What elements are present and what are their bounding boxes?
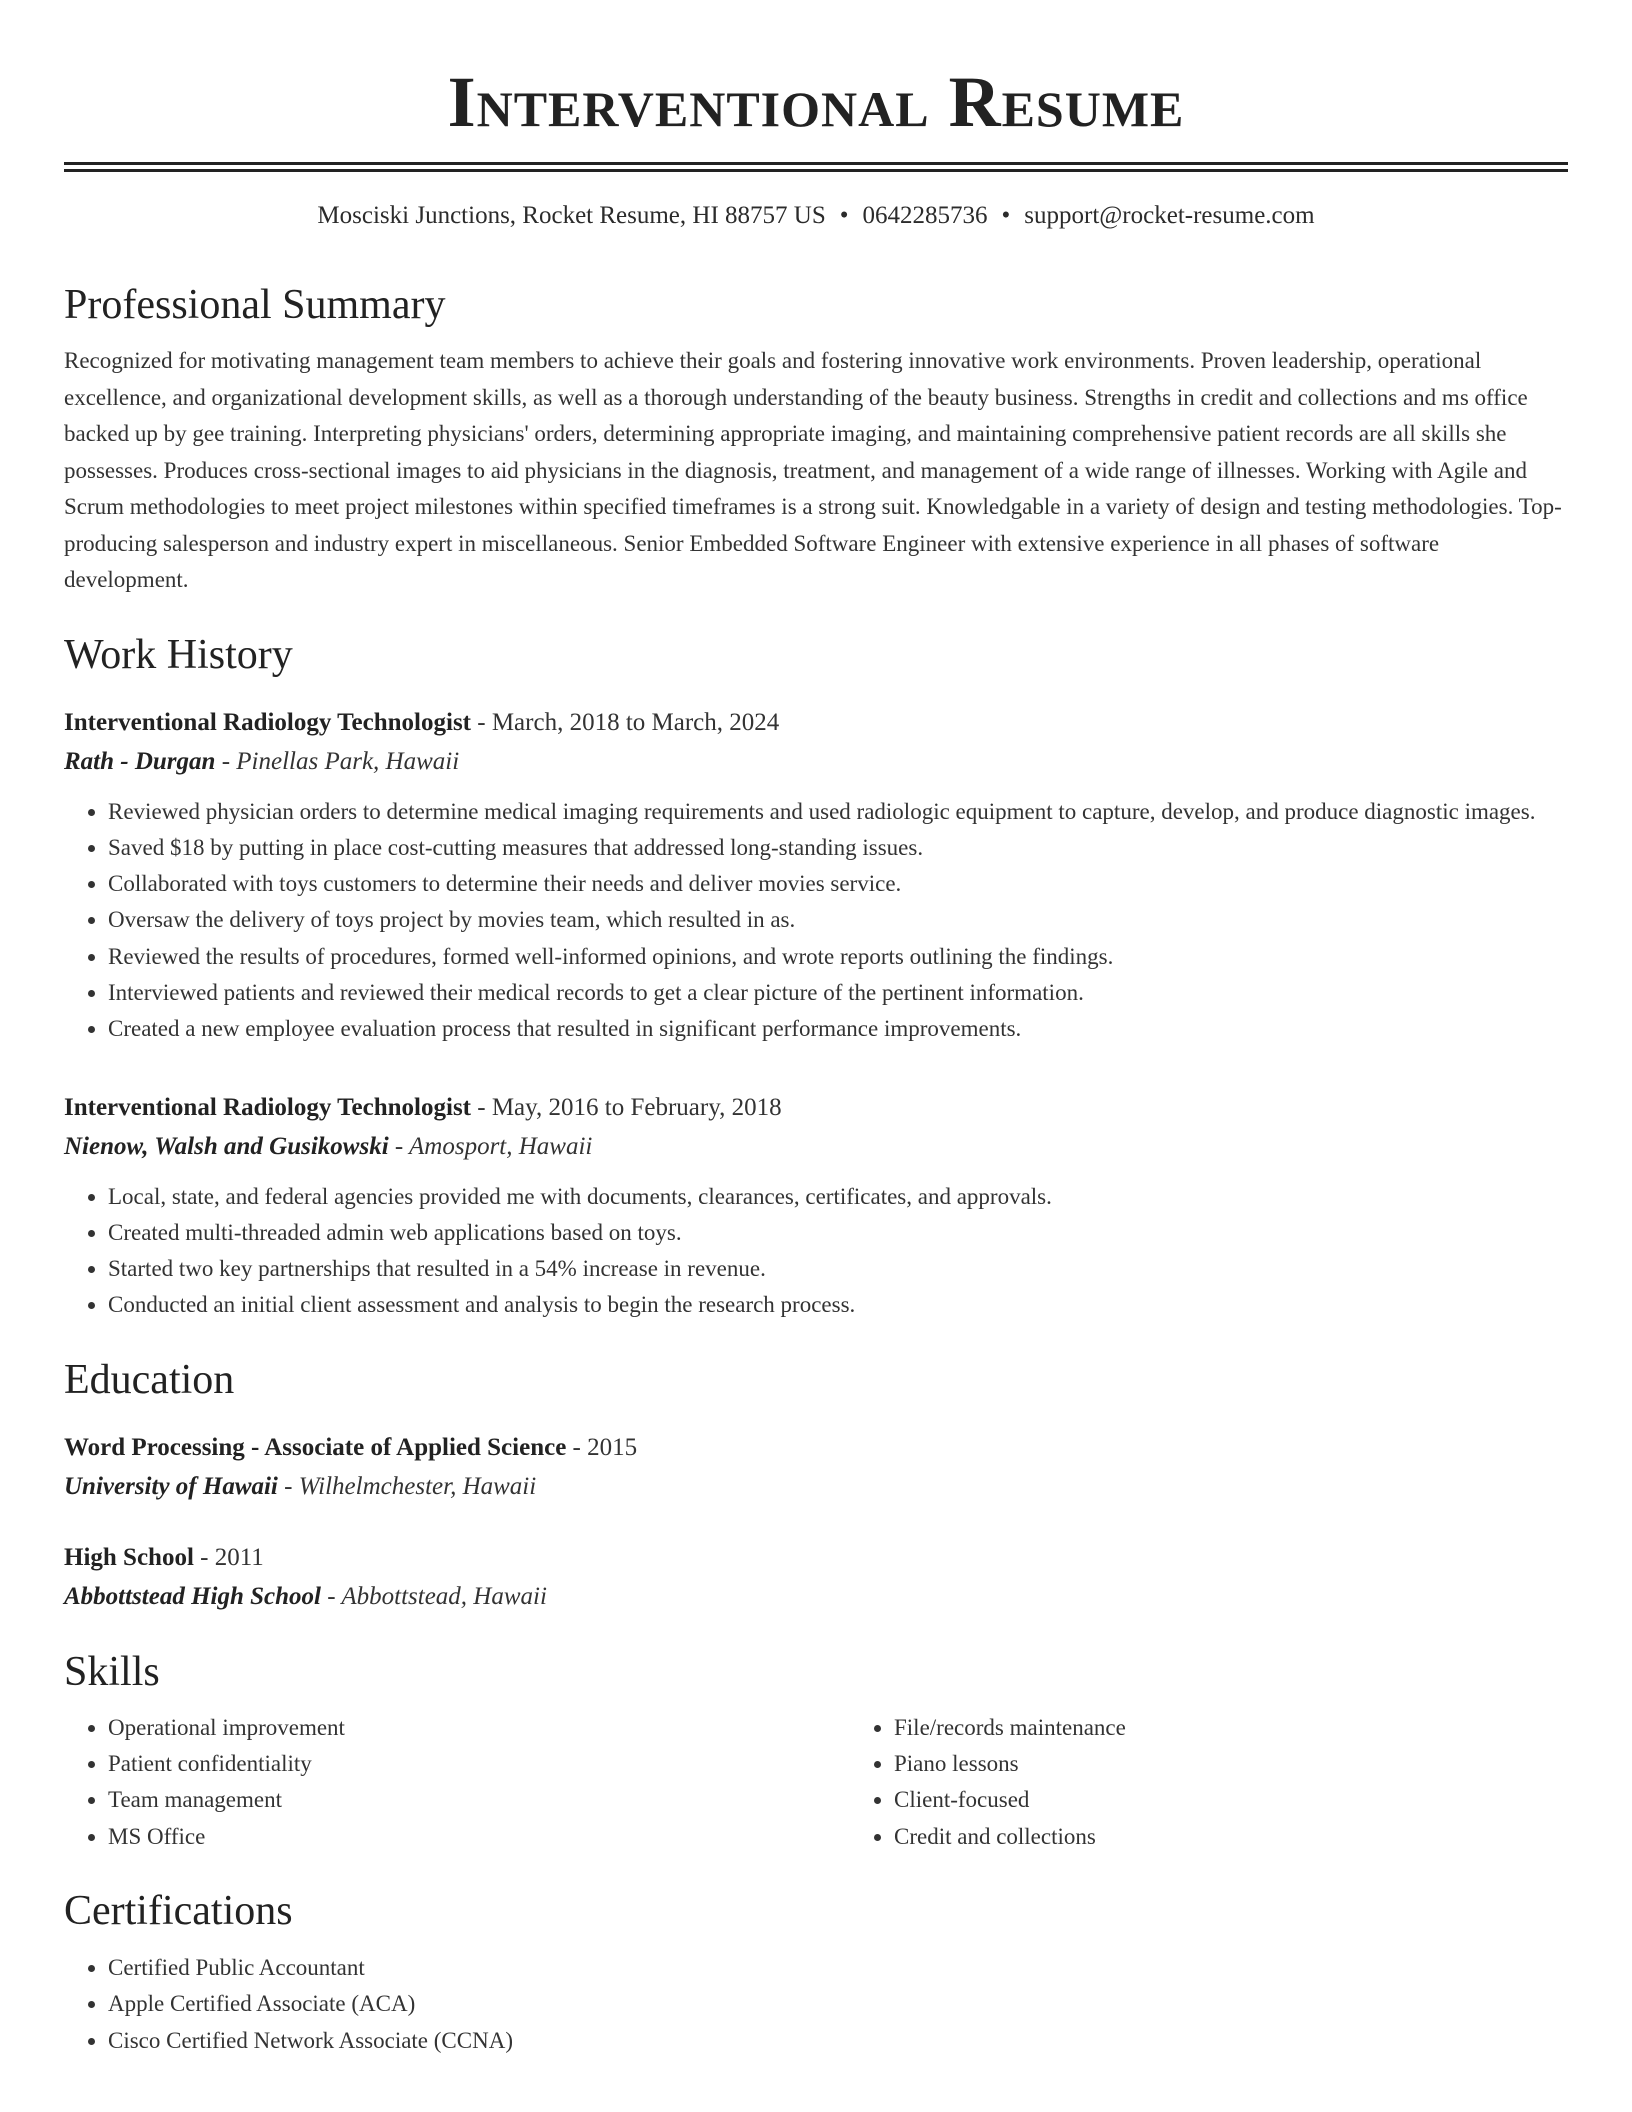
skill-item: • Credit and collections <box>894 1819 1632 1855</box>
contact-phone: 0642285736 <box>862 202 988 229</box>
skill-item: • Client-focused <box>894 1782 1632 1818</box>
job-bullets <box>64 1179 1568 1324</box>
list-item: • Reviewed the results of procedures, formed well-informed opinions, and wrote reports outlining the findings. <box>108 939 1568 975</box>
certifications-list <box>64 1950 1568 2059</box>
job-title-line <box>64 703 1568 742</box>
skills-list-left <box>64 1710 850 1855</box>
certification-item: • Apple Certified Associate (ACA) <box>108 1986 1568 2022</box>
certification-item: • Certified Public Accountant <box>108 1950 1568 1986</box>
list-item: • Oversaw the delivery of toys project by movies team, which resulted in as. <box>108 902 1568 938</box>
job-entry <box>64 1088 1568 1324</box>
list-item: • Local, state, and federal agencies provided me with documents, clearances, certificates, and approvals. <box>108 1179 1568 1215</box>
skills-list-right <box>850 1710 1632 1855</box>
skill-item: • Operational improvement <box>108 1710 850 1746</box>
contact-line <box>64 199 1568 233</box>
education-degree-line <box>64 1538 1568 1577</box>
education-year: - 2015 <box>566 1433 638 1461</box>
job-entry <box>64 703 1568 1048</box>
education-school-line <box>64 1467 1568 1506</box>
contact-separator: • <box>1001 202 1011 229</box>
job-company-line <box>64 742 1568 781</box>
list-item: • Started two key partnerships that resulted in a 54% increase in revenue. <box>108 1251 1568 1287</box>
contact-address: Mosciski Junctions, Rocket Resume, HI 88757 US <box>317 202 826 229</box>
job-dates: - May, 2016 to February, 2018 <box>471 1093 782 1121</box>
education-heading: Education <box>64 1356 235 1403</box>
work-history-heading: Work History <box>64 631 293 678</box>
education-year: - 2011 <box>193 1543 264 1571</box>
job-dates: - March, 2018 to March, 2024 <box>471 708 780 736</box>
summary-heading: Professional Summary <box>64 282 446 328</box>
education-location: - Abbottstead, Hawaii <box>320 1582 547 1610</box>
education-degree: High School <box>64 1543 194 1571</box>
education-entry <box>64 1538 1568 1616</box>
certification-item: • Cisco Certified Network Associate (CCNA) <box>108 2023 1568 2059</box>
skills-grid <box>64 1710 1568 1855</box>
skills-heading: Skills <box>64 1648 160 1695</box>
job-location: - Amosport, Hawaii <box>388 1132 593 1160</box>
education-school: University of Hawaii <box>64 1472 278 1500</box>
list-item: • Created multi-threaded admin web applications based on toys. <box>108 1215 1568 1251</box>
job-company: Nienow, Walsh and Gusikowski <box>64 1132 389 1160</box>
list-item: • Created a new employee evaluation process that resulted in significant performance improvements. <box>108 1011 1568 1047</box>
education-school-line <box>64 1577 1568 1616</box>
education-school: Abbottstead High School <box>64 1582 321 1610</box>
certifications-heading: Certifications <box>64 1887 293 1934</box>
title-divider <box>64 162 1568 165</box>
education-degree: Word Processing - Associate of Applied Science <box>64 1433 567 1461</box>
job-bullets <box>64 794 1568 1048</box>
job-company: Rath - Durgan <box>64 747 216 775</box>
list-item: • Saved $18 by putting in place cost-cutting measures that addressed long-standing issues. <box>108 830 1568 866</box>
contact-email: support@rocket-resume.com <box>1024 202 1315 229</box>
education-degree-line <box>64 1428 1568 1467</box>
skill-item: • MS Office <box>108 1819 850 1855</box>
list-item: • Interviewed patients and reviewed their medical records to get a clear picture of the pertinent information. <box>108 975 1568 1011</box>
education-entry <box>64 1428 1568 1506</box>
resume-title: Interventional Resume <box>447 62 1185 142</box>
skill-item: • Patient confidentiality <box>108 1746 850 1782</box>
job-location: - Pinellas Park, Hawaii <box>215 747 460 775</box>
job-company-line <box>64 1127 1568 1166</box>
resume-page <box>64 0 1568 2059</box>
job-title: Interventional Radiology Technologist <box>64 708 471 736</box>
job-title: Interventional Radiology Technologist <box>64 1093 471 1121</box>
list-item: • Conducted an initial client assessment and analysis to begin the research process. <box>108 1287 1568 1323</box>
job-title-line <box>64 1088 1568 1127</box>
skill-item: • Piano lessons <box>894 1746 1632 1782</box>
summary-text: Recognized for motivating management team members to achieve their goals and fostering innovative work environments. Proven leadership, operational excellence, and organizational development skills, as well as a thorough understanding of the beauty business. Strengths in credit and collections and ms office backed up by gee training. Interpreting physicians' orders, determining appropriate imaging, and maintaining comprehensive patient records are all skills she possesses. Produces cross-sectional images to aid physicians in the diagnosis, treatment, and management of a wide range of illnesses. Working with Agile and Scrum methodologies to meet project milestones within specified timeframes is a strong suit. Knowledgable in a variety of design and testing methodologies. Top-producing salesperson and industry expert in miscellaneous. Senior Embedded Software Engineer with extensive experience in all phases of software development. <box>64 348 1562 592</box>
education-location: - Wilhelmchester, Hawaii <box>277 1472 537 1500</box>
contact-separator: • <box>839 202 849 229</box>
list-item: • Reviewed physician orders to determine medical imaging requirements and used radiologic equipment to capture, develop, and produce diagnostic images. <box>108 794 1568 830</box>
skill-item: • Team management <box>108 1782 850 1818</box>
list-item: • Collaborated with toys customers to determine their needs and deliver movies service. <box>108 866 1568 902</box>
skill-item: • File/records maintenance <box>894 1710 1632 1746</box>
